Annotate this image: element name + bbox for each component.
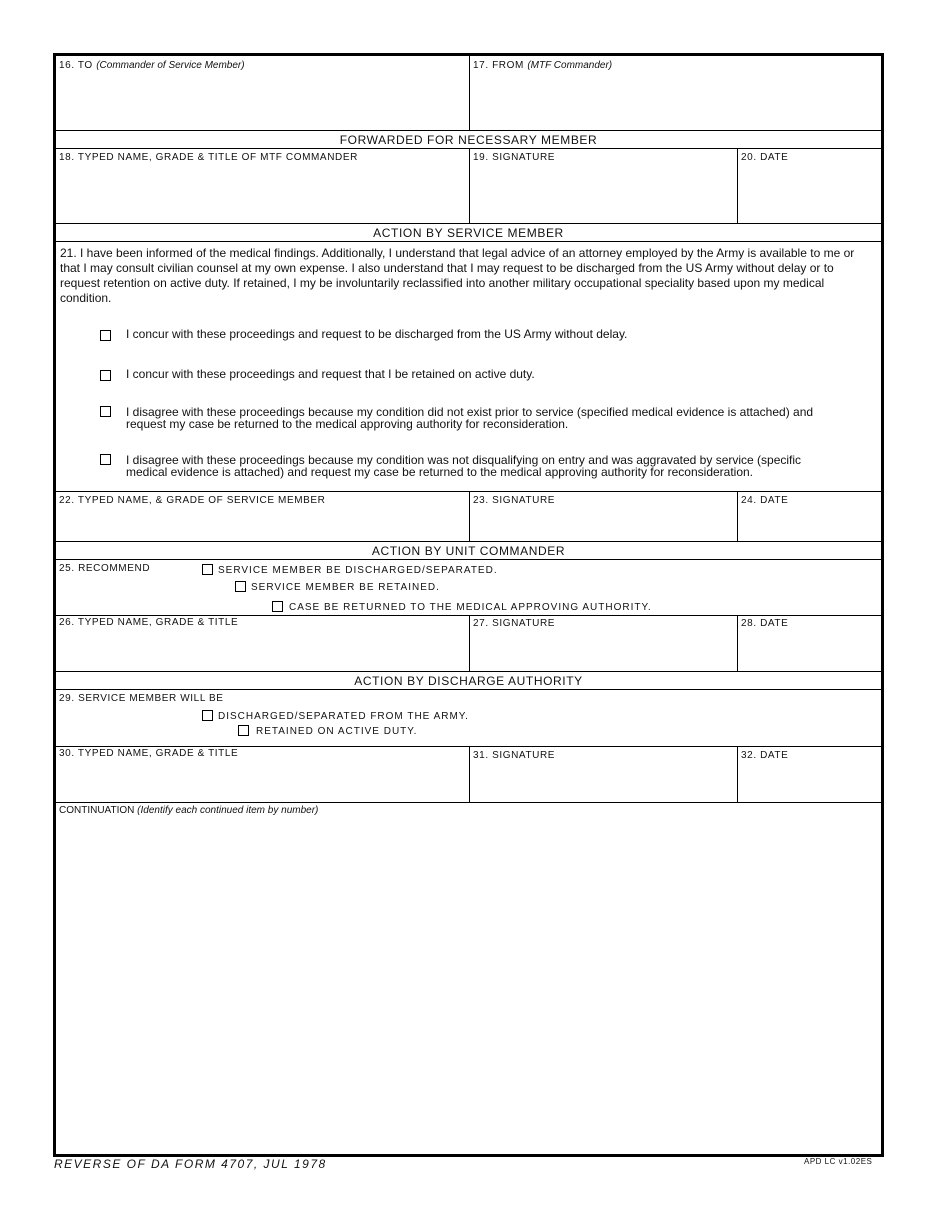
discharge-authority-header: ACTION BY DISCHARGE AUTHORITY [354, 674, 583, 688]
to-field[interactable] [56, 56, 469, 130]
mtf-signature-label: 19. SIGNATURE [473, 152, 556, 163]
uc-date-label: 28. DATE [741, 618, 789, 629]
from-field[interactable] [470, 56, 881, 130]
will-be-discharged-checkbox[interactable] [202, 710, 213, 721]
sm-signature-field[interactable] [470, 507, 737, 541]
da-name-field[interactable] [56, 762, 469, 802]
uc-date-field[interactable] [738, 631, 881, 671]
version-label: APD LC v1.02ES [804, 1157, 873, 1166]
will-be-label: 29. SERVICE MEMBER WILL BE [59, 693, 224, 704]
da-name-label: 30. TYPED NAME, GRADE & TITLE [59, 748, 239, 759]
form-body [53, 53, 884, 1157]
divider [56, 241, 881, 242]
statement-text: 21. I have been informed of the medical findings. Additionally, I understand that legal advice of an attorney employed by the Army is available to me or that I may consult civilian counsel at my own expense. I also understand that I may request to be discharged from the US Army without delay or to request retention on active duty. If retained, I my be involuntarily reclassified into another military occupational speciality based upon my medical condition. [60, 246, 855, 305]
divider [56, 541, 881, 542]
sm-date-field[interactable] [738, 507, 881, 541]
sm-name-field[interactable] [56, 507, 469, 541]
option-1-text: I concur with these proceedings and request to be discharged from the US Army without delay. [126, 327, 628, 341]
sm-date-label: 24. DATE [741, 495, 789, 506]
uc-name-field[interactable] [56, 631, 469, 671]
unit-commander-header: ACTION BY UNIT COMMANDER [371, 544, 566, 558]
da-signature-field[interactable] [470, 762, 737, 802]
option-3-checkbox[interactable] [100, 406, 111, 417]
uc-name-label: 26. TYPED NAME, GRADE & TITLE [59, 617, 239, 628]
continuation-label: CONTINUATION (Identify each continued item by number) [59, 805, 319, 816]
da-date-label: 32. DATE [741, 750, 789, 761]
divider [56, 689, 881, 690]
option-4-checkbox[interactable] [100, 454, 111, 465]
recommend-return-text: CASE BE RETURNED TO THE MEDICAL APPROVING AUTHORITY. [289, 602, 652, 613]
da-date-field[interactable] [738, 762, 881, 802]
will-be-retained-text: RETAINED ON ACTIVE DUTY. [256, 726, 418, 737]
form-identifier: REVERSE OF DA FORM 4707, JUL 1978 [54, 1157, 327, 1171]
mtf-date-label: 20. DATE [741, 152, 789, 163]
mtf-name-field[interactable] [56, 164, 469, 222]
uc-signature-label: 27. SIGNATURE [473, 618, 556, 629]
divider [56, 223, 881, 224]
da-signature-label: 31. SIGNATURE [473, 750, 556, 761]
recommend-discharge-text: SERVICE MEMBER BE DISCHARGED/SEPARATED. [218, 565, 498, 576]
recommend-return-checkbox[interactable] [272, 601, 283, 612]
divider [56, 671, 881, 672]
sm-signature-label: 23. SIGNATURE [473, 495, 556, 506]
recommend-retain-text: SERVICE MEMBER BE RETAINED. [251, 582, 440, 593]
from-label: 17. FROM (MTF Commander) [473, 60, 613, 71]
continuation-field[interactable] [56, 820, 881, 1154]
will-be-discharged-text: DISCHARGED/SEPARATED FROM THE ARMY. [218, 711, 469, 722]
mtf-name-label: 18. TYPED NAME, GRADE & TITLE OF MTF COMMANDER [59, 152, 358, 163]
mtf-signature-field[interactable] [470, 164, 737, 222]
divider [56, 130, 881, 131]
divider [56, 802, 881, 803]
will-be-retained-checkbox[interactable] [238, 725, 249, 736]
forwarded-header: FORWARDED FOR NECESSARY MEMBER [339, 133, 598, 147]
service-member-header: ACTION BY SERVICE MEMBER [373, 226, 564, 240]
recommend-label: 25. RECOMMEND [59, 563, 151, 574]
option-2-checkbox[interactable] [100, 370, 111, 381]
option-2-text: I concur with these proceedings and request that I be retained on active duty. [126, 367, 535, 381]
sm-name-label: 22. TYPED NAME, & GRADE OF SERVICE MEMBER [59, 495, 326, 506]
uc-signature-field[interactable] [470, 631, 737, 671]
mtf-date-field[interactable] [738, 164, 881, 222]
to-label: 16. TO (Commander of Service Member) [59, 60, 245, 71]
option-4-text: I disagree with these proceedings because my condition was not disqualifying on entry and was aggravated by service (specific medical evidence is attached) and request my case be returned to the medical approving authority for reconsideration. [126, 453, 802, 479]
option-3-text: I disagree with these proceedings because my condition did not exist prior to service (specified medical evidence is attached) and request my case be returned to the medical approving authority for reconsideration. [126, 405, 814, 431]
option-1-checkbox[interactable] [100, 330, 111, 341]
recommend-discharge-checkbox[interactable] [202, 564, 213, 575]
recommend-retain-checkbox[interactable] [235, 581, 246, 592]
divider [56, 559, 881, 560]
